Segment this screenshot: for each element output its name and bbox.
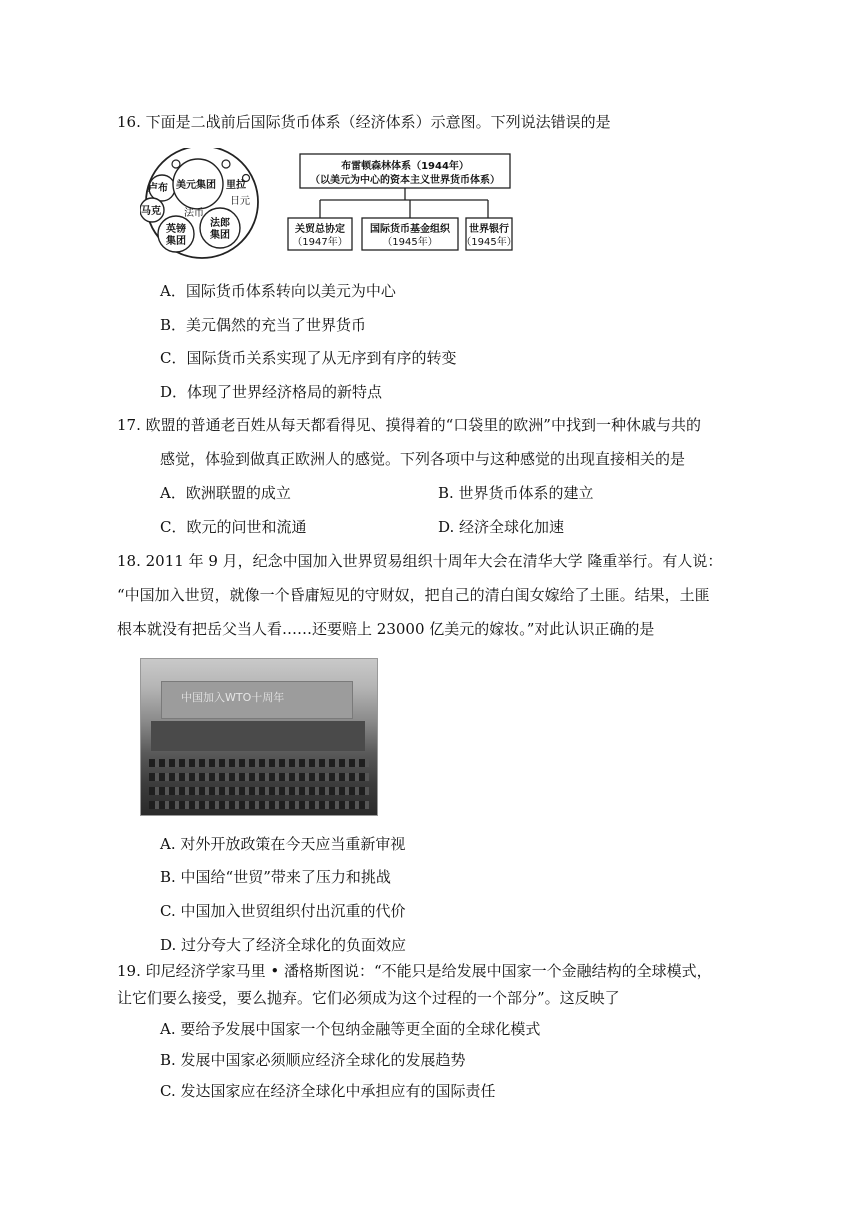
lira-label: 里拉 — [226, 180, 246, 191]
q16-stem: 16. 下面是二战前后国际货币体系（经济体系）示意图。下列说法错误的是 — [117, 113, 611, 131]
q17-option-a[interactable]: A．欧洲联盟的成立 — [160, 484, 291, 502]
bretton-woods-subtitle: （以美元为中心的资本主义世界货币体系） — [310, 175, 500, 186]
frf-group-label-1: 法郎 — [210, 218, 230, 229]
frf-group-label-2: 集团 — [210, 230, 230, 241]
world-bank-name: 世界银行 — [469, 224, 509, 235]
q18-option-d[interactable]: D. 过分夸大了经济全球化的负面效应 — [160, 936, 407, 954]
q17-stem-line1: 17. 欧盟的普通老百姓从每天都看得见、摸得着的“口袋里的欧洲”中找到一种休戚与共的 — [117, 416, 701, 434]
mark-label: 马克 — [141, 206, 161, 217]
franc-label: 法币 — [184, 208, 204, 219]
q19-stem-line2: 让它们要么接受，要么抛弃。它们必须成为这个过程的一个部分”。这反映了 — [117, 989, 620, 1007]
q16-option-d[interactable]: D．体现了世界经济格局的新特点 — [160, 383, 383, 401]
currency-system-diagram — [140, 148, 520, 260]
gbp-group-label-1: 英镑 — [166, 224, 186, 235]
gbp-group-label-2: 集团 — [166, 236, 186, 247]
usd-group-label: 美元集团 — [176, 180, 216, 191]
q18-stem-line3: 根本就没有把岳父当人看……还要赔上 23000 亿美元的嫁妆。”对此认识正确的是 — [117, 620, 655, 638]
q18-option-b[interactable]: B. 中国给“世贸”带来了压力和挑战 — [160, 868, 391, 886]
gatt-year: （1947年） — [292, 237, 348, 248]
q19-option-b[interactable]: B. 发展中国家必须顺应经济全球化的发展趋势 — [160, 1051, 466, 1069]
imf-year: （1945年） — [382, 237, 438, 248]
q16-option-a[interactable]: A．国际货币体系转向以美元为中心 — [160, 282, 396, 300]
gatt-name: 关贸总协定 — [295, 224, 345, 235]
wto-conference-photo — [140, 658, 378, 816]
world-bank-year: （1945年） — [461, 237, 517, 248]
q19-option-c[interactable]: C. 发达国家应在经济全球化中承担应有的国际责任 — [160, 1082, 496, 1100]
lubu-label: 卢布 — [148, 183, 168, 194]
q17-option-c[interactable]: C．欧元的问世和流通 — [160, 518, 307, 536]
q17-option-d[interactable]: D. 经济全球化加速 — [438, 518, 565, 536]
q18-stem-line1: 18. 2011 年 9 月，纪念中国加入世界贸易组织十周年大会在清华大学 隆重举行。有人说： — [117, 552, 723, 570]
q18-stem-line2: “中国加入世贸，就像一个昏庸短见的守财奴，把自己的清白闺女嫁给了土匪。结果，土匪 — [117, 586, 710, 604]
q16-option-c[interactable]: C．国际货币关系实现了从无序到有序的转变 — [160, 349, 457, 367]
q19-option-a[interactable]: A. 要给予发展中国家一个包纳金融等更全面的全球化模式 — [160, 1020, 541, 1038]
imf-name: 国际货币基金组织 — [370, 224, 450, 235]
photo-banner-text: 中国加入WTO十周年 — [181, 691, 285, 704]
q16-option-b[interactable]: B．美元偶然的充当了世界货币 — [160, 316, 367, 334]
q17-option-b[interactable]: B. 世界货币体系的建立 — [438, 484, 594, 502]
yen-label: 日元 — [230, 196, 250, 207]
q18-option-c[interactable]: C. 中国加入世贸组织付出沉重的代价 — [160, 902, 406, 920]
q18-option-a[interactable]: A. 对外开放政策在今天应当重新审视 — [160, 835, 406, 853]
bretton-woods-title: 布雷顿森林体系（1944年） — [341, 161, 469, 172]
q19-stem-line1: 19. 印尼经济学家马里 • 潘格斯图说：“不能只是给发展中国家一个金融结构的全球模式， — [117, 962, 712, 980]
q17-stem-line2: 感觉，体验到做真正欧洲人的感觉。下列各项中与这种感觉的出现直接相关的是 — [160, 450, 686, 468]
